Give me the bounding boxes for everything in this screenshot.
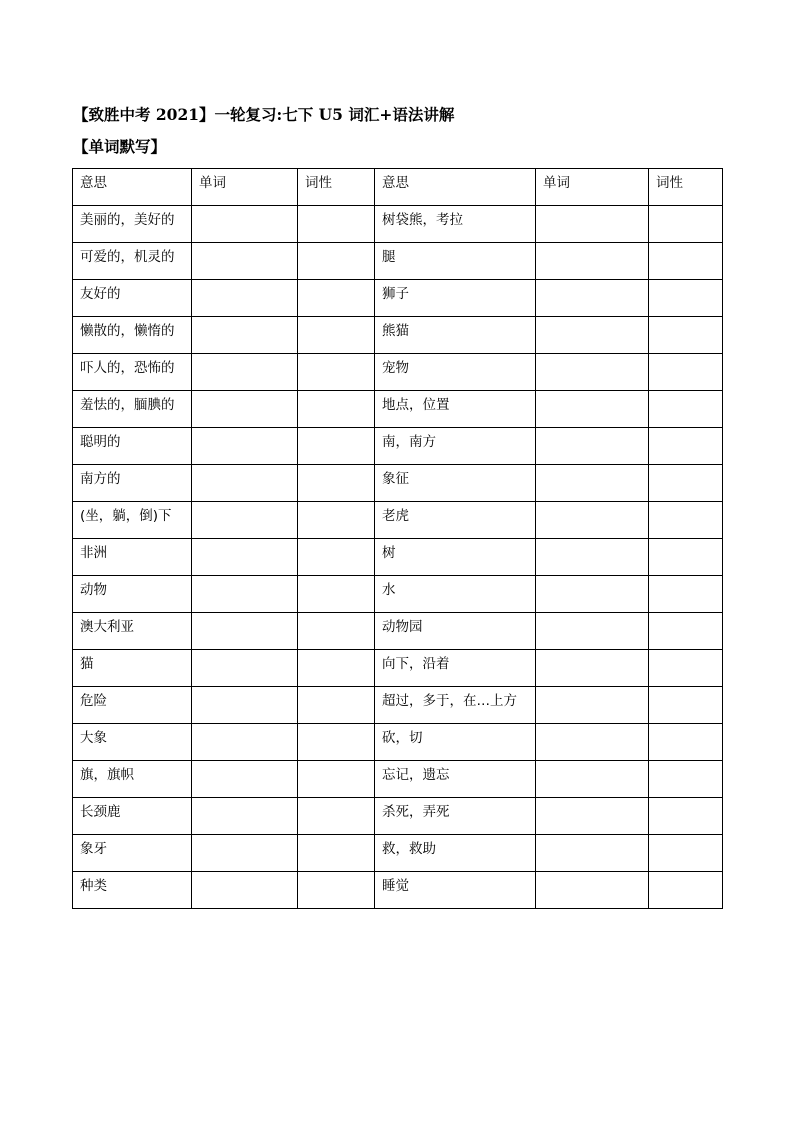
table-header-row [73, 169, 723, 206]
meaning-cell-right: 南，南方 [375, 428, 536, 465]
pos-answer-cell-right[interactable] [649, 243, 723, 280]
word-answer-cell-left[interactable] [192, 724, 298, 761]
table-row [73, 835, 723, 872]
meaning-cell-right: 地点，位置 [375, 391, 536, 428]
table-row [73, 724, 723, 761]
meaning-cell-right: 老虎 [375, 502, 536, 539]
table-row [73, 798, 723, 835]
word-answer-cell-left[interactable] [192, 206, 298, 243]
meaning-cell-right: 象征 [375, 465, 536, 502]
word-answer-cell-right[interactable] [536, 613, 649, 650]
meaning-cell-right: 忘记，遗忘 [375, 761, 536, 798]
pos-answer-cell-right[interactable] [649, 391, 723, 428]
table-row [73, 317, 723, 354]
meaning-cell-left: 危险 [73, 687, 192, 724]
pos-answer-cell-right[interactable] [649, 687, 723, 724]
pos-answer-cell-left[interactable] [298, 243, 375, 280]
word-answer-cell-right[interactable] [536, 835, 649, 872]
meaning-cell-left: 大象 [73, 724, 192, 761]
table-row [73, 206, 723, 243]
pos-answer-cell-right[interactable] [649, 724, 723, 761]
word-answer-cell-left[interactable] [192, 354, 298, 391]
word-answer-cell-left[interactable] [192, 761, 298, 798]
word-answer-cell-right[interactable] [536, 872, 649, 909]
header-pos-left: 词性 [298, 169, 375, 206]
pos-answer-cell-right[interactable] [649, 613, 723, 650]
meaning-cell-left: 非洲 [73, 539, 192, 576]
word-answer-cell-left[interactable] [192, 576, 298, 613]
table-row [73, 650, 723, 687]
meaning-cell-right: 砍，切 [375, 724, 536, 761]
meaning-cell-right: 超过，多于，在…上方 [375, 687, 536, 724]
meaning-cell-left: 羞怯的，腼腆的 [73, 391, 192, 428]
word-answer-cell-left[interactable] [192, 391, 298, 428]
header-pos-right: 词性 [649, 169, 723, 206]
word-answer-cell-left[interactable] [192, 687, 298, 724]
table-body [73, 206, 723, 909]
meaning-cell-left: 猫 [73, 650, 192, 687]
header-word-right: 单词 [536, 169, 649, 206]
pos-answer-cell-right[interactable] [649, 650, 723, 687]
word-answer-cell-right[interactable] [536, 576, 649, 613]
meaning-cell-right: 宠物 [375, 354, 536, 391]
meaning-cell-left: (坐，躺，倒)下 [73, 502, 192, 539]
pos-answer-cell-right[interactable] [649, 539, 723, 576]
meaning-cell-left: 聪明的 [73, 428, 192, 465]
word-answer-cell-right[interactable] [536, 798, 649, 835]
word-answer-cell-left[interactable] [192, 613, 298, 650]
table-row [73, 539, 723, 576]
table-row [73, 576, 723, 613]
pos-answer-cell-right[interactable] [649, 280, 723, 317]
vocabulary-table [72, 168, 723, 909]
table-row [73, 761, 723, 798]
table-row [73, 428, 723, 465]
word-answer-cell-left[interactable] [192, 502, 298, 539]
meaning-cell-right: 熊猫 [375, 317, 536, 354]
word-answer-cell-left[interactable] [192, 428, 298, 465]
table-row [73, 280, 723, 317]
word-answer-cell-right[interactable] [536, 206, 649, 243]
pos-answer-cell-left[interactable] [298, 206, 375, 243]
word-answer-cell-left[interactable] [192, 243, 298, 280]
pos-answer-cell-right[interactable] [649, 798, 723, 835]
meaning-cell-right: 向下，沿着 [375, 650, 536, 687]
pos-answer-cell-right[interactable] [649, 761, 723, 798]
word-answer-cell-left[interactable] [192, 465, 298, 502]
section-title: 【单词默写】 [73, 137, 167, 156]
pos-answer-cell-right[interactable] [649, 206, 723, 243]
table-row [73, 354, 723, 391]
meaning-cell-right: 救，救助 [375, 835, 536, 872]
pos-answer-cell-left[interactable] [298, 724, 375, 761]
pos-answer-cell-left[interactable] [298, 391, 375, 428]
meaning-cell-left: 懒散的，懒惰的 [73, 317, 192, 354]
pos-answer-cell-right[interactable] [649, 317, 723, 354]
word-answer-cell-right[interactable] [536, 243, 649, 280]
table-row [73, 687, 723, 724]
word-answer-cell-right[interactable] [536, 317, 649, 354]
pos-answer-cell-right[interactable] [649, 872, 723, 909]
meaning-cell-right: 睡觉 [375, 872, 536, 909]
pos-answer-cell-left[interactable] [298, 835, 375, 872]
header-word-left: 单词 [192, 169, 298, 206]
meaning-cell-right: 动物园 [375, 613, 536, 650]
word-answer-cell-left[interactable] [192, 798, 298, 835]
header-meaning-left: 意思 [73, 169, 192, 206]
pos-answer-cell-left[interactable] [298, 576, 375, 613]
table-row [73, 465, 723, 502]
pos-answer-cell-left[interactable] [298, 798, 375, 835]
word-answer-cell-right[interactable] [536, 391, 649, 428]
table-row [73, 613, 723, 650]
header-meaning-right: 意思 [375, 169, 536, 206]
word-answer-cell-right[interactable] [536, 761, 649, 798]
word-answer-cell-left[interactable] [192, 872, 298, 909]
pos-answer-cell-right[interactable] [649, 576, 723, 613]
pos-answer-cell-left[interactable] [298, 650, 375, 687]
meaning-cell-left: 种类 [73, 872, 192, 909]
pos-answer-cell-left[interactable] [298, 613, 375, 650]
meaning-cell-left: 吓人的，恐怖的 [73, 354, 192, 391]
word-answer-cell-left[interactable] [192, 650, 298, 687]
pos-answer-cell-right[interactable] [649, 502, 723, 539]
word-answer-cell-right[interactable] [536, 502, 649, 539]
table-row [73, 872, 723, 909]
pos-answer-cell-left[interactable] [298, 502, 375, 539]
meaning-cell-left: 象牙 [73, 835, 192, 872]
pos-answer-cell-right[interactable] [649, 428, 723, 465]
pos-answer-cell-right[interactable] [649, 835, 723, 872]
meaning-cell-left: 澳大利亚 [73, 613, 192, 650]
word-answer-cell-left[interactable] [192, 539, 298, 576]
word-answer-cell-right[interactable] [536, 650, 649, 687]
word-answer-cell-right[interactable] [536, 724, 649, 761]
word-answer-cell-right[interactable] [536, 354, 649, 391]
meaning-cell-right: 腿 [375, 243, 536, 280]
pos-answer-cell-left[interactable] [298, 465, 375, 502]
meaning-cell-left: 美丽的，美好的 [73, 206, 192, 243]
table-row [73, 243, 723, 280]
word-answer-cell-left[interactable] [192, 835, 298, 872]
pos-answer-cell-left[interactable] [298, 539, 375, 576]
word-answer-cell-right[interactable] [536, 280, 649, 317]
document-title: 【致胜中考 2021】一轮复习:七下 U5 词汇+语法讲解 [73, 105, 455, 124]
pos-answer-cell-left[interactable] [298, 872, 375, 909]
pos-answer-cell-right[interactable] [649, 354, 723, 391]
meaning-cell-left: 旗，旗帜 [73, 761, 192, 798]
pos-answer-cell-right[interactable] [649, 465, 723, 502]
pos-answer-cell-left[interactable] [298, 354, 375, 391]
pos-answer-cell-left[interactable] [298, 317, 375, 354]
word-answer-cell-left[interactable] [192, 280, 298, 317]
meaning-cell-right: 树袋熊，考拉 [375, 206, 536, 243]
word-answer-cell-right[interactable] [536, 465, 649, 502]
table-row [73, 391, 723, 428]
word-answer-cell-right[interactable] [536, 428, 649, 465]
meaning-cell-right: 水 [375, 576, 536, 613]
meaning-cell-left: 南方的 [73, 465, 192, 502]
word-answer-cell-right[interactable] [536, 687, 649, 724]
table-row [73, 502, 723, 539]
pos-answer-cell-left[interactable] [298, 280, 375, 317]
word-answer-cell-left[interactable] [192, 317, 298, 354]
meaning-cell-right: 狮子 [375, 280, 536, 317]
meaning-cell-right: 杀死，弄死 [375, 798, 536, 835]
meaning-cell-left: 长颈鹿 [73, 798, 192, 835]
word-answer-cell-right[interactable] [536, 539, 649, 576]
meaning-cell-left: 动物 [73, 576, 192, 613]
pos-answer-cell-left[interactable] [298, 761, 375, 798]
pos-answer-cell-left[interactable] [298, 687, 375, 724]
pos-answer-cell-left[interactable] [298, 428, 375, 465]
meaning-cell-left: 可爱的，机灵的 [73, 243, 192, 280]
meaning-cell-left: 友好的 [73, 280, 192, 317]
meaning-cell-right: 树 [375, 539, 536, 576]
